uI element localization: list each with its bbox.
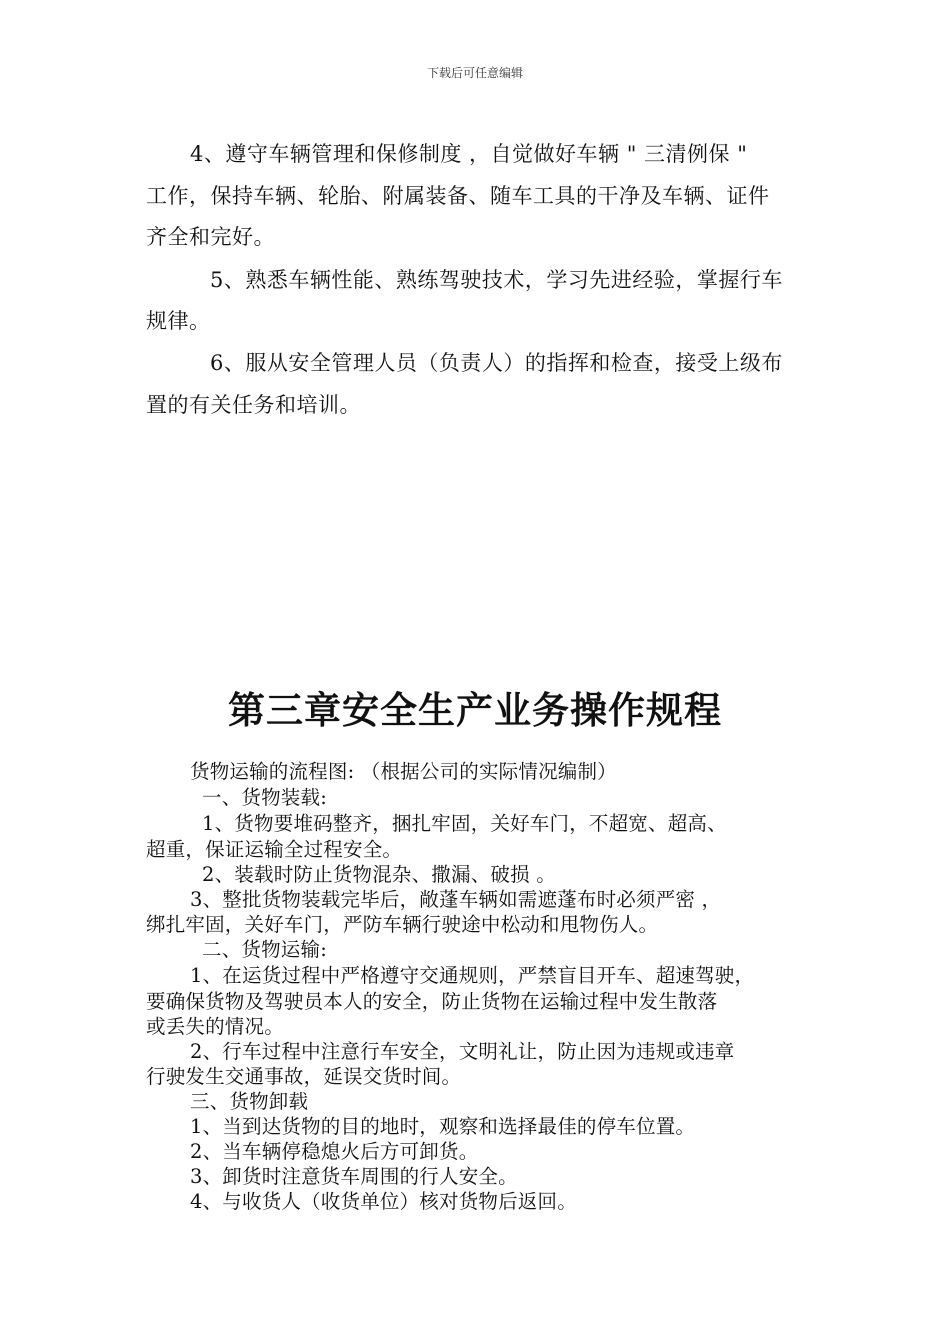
subheading: 三、货物卸载 [190, 1090, 309, 1113]
paragraph-line: 2、装载时防止货物混杂、撒漏、破损 。 [202, 863, 556, 886]
paragraph-line: 2、行车过程中注意行车安全，文明礼让，防止因为违规或违章 [190, 1040, 735, 1063]
paragraph-line: 规律。 [146, 309, 211, 333]
paragraph-line: 4、与收货人（收货单位）核对货物后返回。 [190, 1190, 577, 1213]
paragraph-line: 5、熟悉车辆性能、熟练驾驶技术，学习先进经验，掌握行车 [210, 268, 783, 292]
paragraph-line: 6、服从安全管理人员（负责人）的指挥和检查，接受上级布 [210, 351, 783, 375]
paragraph-line: 超重，保证运输全过程安全。 [146, 838, 403, 861]
paragraph-line: 2、当车辆停稳熄火后方可卸货。 [190, 1140, 479, 1163]
paragraph-line: 4、遵守车辆管理和保修制度 ，自觉做好车辆 " 三清例保 " [190, 142, 748, 166]
paragraph-line: 要确保货物及驾驶员本人的安全，防止货物在运输过程中发生散落 [146, 990, 718, 1013]
paragraph-line: 1、当到达货物的目的地时，观察和选择最佳的停车位置。 [190, 1115, 696, 1138]
subheading: 二、货物运输: [202, 938, 327, 961]
paragraph-line: 3、卸货时注意货车周围的行人安全。 [190, 1165, 518, 1188]
paragraph-line: 货物运输的流程图: （根据公司的实际情况编制） [190, 760, 617, 783]
subheading: 一、货物装载: [202, 786, 327, 809]
paragraph-line: 1、在运货过程中严格遵守交通规则，严禁盲目开车、超速驾驶， [190, 964, 755, 987]
paragraph-line: 行驶发生交通事故，延误交货时间。 [146, 1065, 462, 1088]
paragraph-line: 绑扎牢固，关好车门，严防车辆行驶途中松动和甩物伤人。 [146, 913, 659, 936]
page-header: 下载后可任意编辑 [426, 66, 523, 80]
paragraph-line: 工作，保持车辆、轮胎、附属装备、随车工具的干净及车辆、证件 [146, 184, 770, 208]
paragraph-line: 3、整批货物装载完毕后，敞蓬车辆如需遮蓬布时必须严密 ， [190, 888, 722, 911]
paragraph-line: 齐全和完好。 [146, 225, 275, 249]
paragraph-line: 或丢失的情况。 [146, 1015, 284, 1038]
paragraph-line: 置的有关任务和培训。 [146, 393, 361, 417]
paragraph-line: 1、货物要堆码整齐，捆扎牢固，关好车门，不超宽、超高、 [202, 812, 727, 835]
chapter-title: 第三章安全生产业务操作规程 [228, 689, 722, 732]
